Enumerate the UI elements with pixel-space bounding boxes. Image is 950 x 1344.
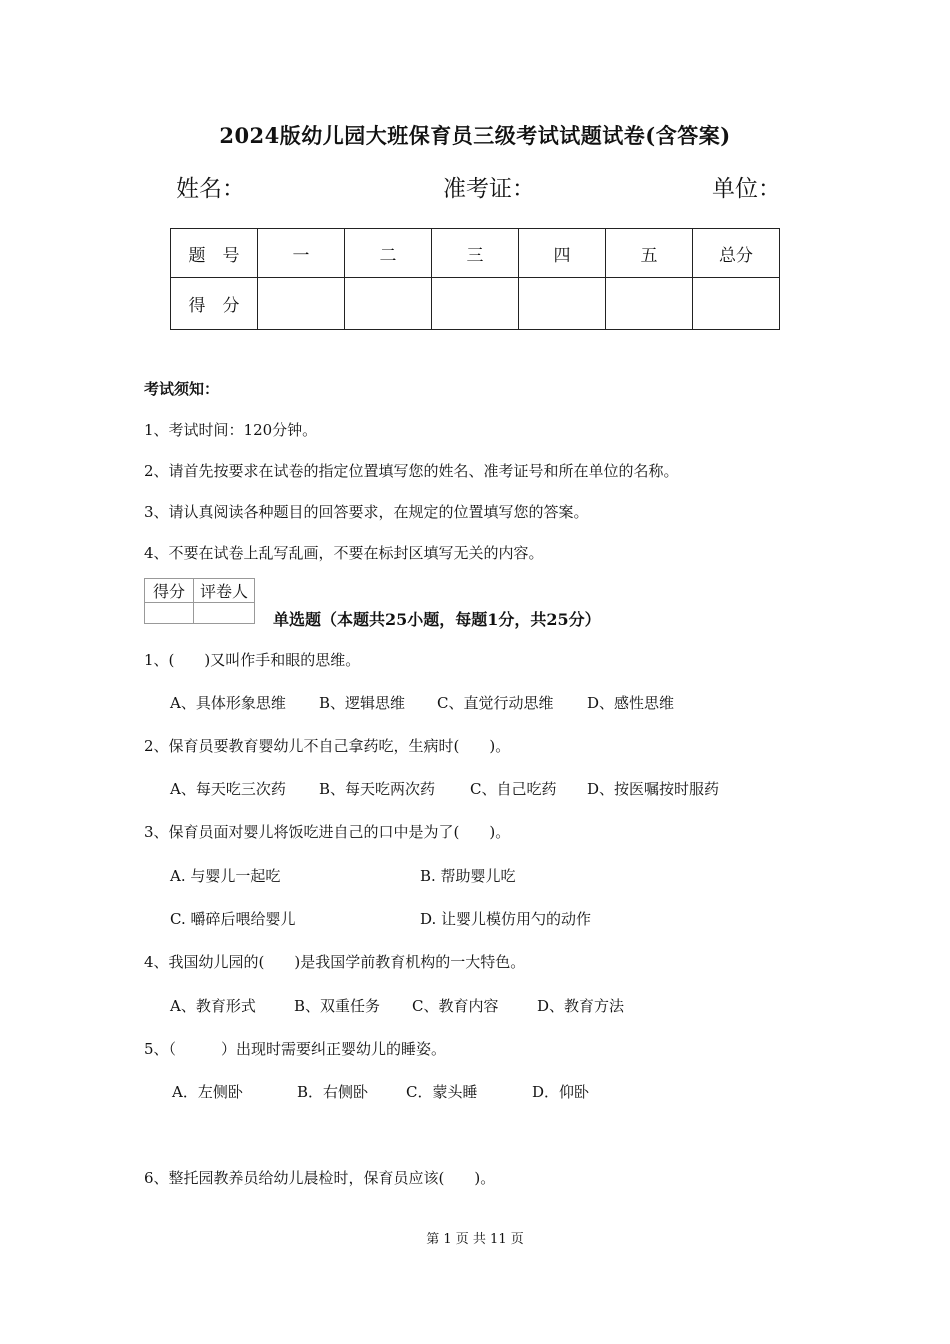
question-text: 2、保育员要教育婴幼儿不自己拿药吃，生病时( )。 xyxy=(144,737,511,755)
unit-label: 单位： xyxy=(712,176,781,202)
option: D. 让婴儿模仿用勺的动作 xyxy=(420,910,592,928)
option: A、教育形式 xyxy=(170,997,256,1015)
notice-item: 1、考试时间：120分钟。 xyxy=(144,421,318,439)
header-cell-total: 总分 xyxy=(693,229,780,278)
score-cell-1 xyxy=(258,278,345,330)
option: D、教育方法 xyxy=(537,997,625,1015)
exam-number-label: 准考证： xyxy=(443,176,535,202)
score-cell-total xyxy=(693,278,780,330)
option: D．仰卧 xyxy=(532,1083,590,1101)
question-text: 6、整托园教养员给幼儿晨检时，保育员应该( )。 xyxy=(144,1169,496,1187)
option: C、教育内容 xyxy=(412,997,499,1015)
option: A．左侧卧 xyxy=(172,1083,243,1101)
option: C、直觉行动思维 xyxy=(437,694,554,712)
option: C. 嚼碎后喂给婴儿 xyxy=(170,910,296,928)
score-table-score-row xyxy=(171,278,780,330)
option: B、双重任务 xyxy=(294,997,381,1015)
question-text: 4、我国幼儿园的( )是我国学前教育机构的一大特色。 xyxy=(144,953,526,971)
notice-heading: 考试须知： xyxy=(144,380,220,398)
grader-box xyxy=(144,578,255,624)
option: A、每天吃三次药 xyxy=(170,780,286,798)
grader-box-score-label: 得分 xyxy=(145,579,194,603)
score-cell-5 xyxy=(606,278,693,330)
grader-box-grader-label: 评卷人 xyxy=(194,579,255,603)
page-title: 2024版幼儿园大班保育员三级考试试题试卷(含答案) xyxy=(219,123,731,148)
question-text: 3、保育员面对婴儿将饭吃进自己的口中是为了( )。 xyxy=(144,823,511,841)
grader-box-score-cell xyxy=(145,603,194,624)
option: D、感性思维 xyxy=(587,694,675,712)
notice-item: 2、请首先按要求在试卷的指定位置填写您的姓名、准考证号和所在单位的名称。 xyxy=(144,462,679,480)
header-cell-5: 五 xyxy=(606,229,693,278)
option: D、按医嘱按时服药 xyxy=(587,780,720,798)
option: A. 与婴儿一起吃 xyxy=(170,867,281,885)
grader-box-grader-cell xyxy=(194,603,255,624)
section-title: 单选题（本题共25小题，每题1分，共25分） xyxy=(273,610,601,629)
header-cell-4: 四 xyxy=(519,229,606,278)
option: B、逻辑思维 xyxy=(319,694,406,712)
option: B. 帮助婴儿吃 xyxy=(420,867,516,885)
name-label: 姓名： xyxy=(176,176,245,202)
question-text: 5、（ ）出现时需要纠正婴幼儿的睡姿。 xyxy=(144,1040,447,1058)
page-footer: 第 1 页 共 11 页 xyxy=(426,1232,524,1247)
option: C．蒙头睡 xyxy=(406,1083,478,1101)
score-table xyxy=(170,228,780,330)
score-row-label: 得 分 xyxy=(171,278,258,330)
option: A、具体形象思维 xyxy=(170,694,286,712)
notice-item: 4、不要在试卷上乱写乱画，不要在标封区填写无关的内容。 xyxy=(144,544,544,562)
score-cell-4 xyxy=(519,278,606,330)
notice-item: 3、请认真阅读各种题目的回答要求，在规定的位置填写您的答案。 xyxy=(144,503,589,521)
option: C、自己吃药 xyxy=(470,780,557,798)
header-cell-label: 题 号 xyxy=(171,229,258,278)
score-table-header-row xyxy=(171,229,780,278)
header-cell-1: 一 xyxy=(258,229,345,278)
header-cell-2: 二 xyxy=(345,229,432,278)
score-cell-2 xyxy=(345,278,432,330)
option: B．右侧卧 xyxy=(297,1083,369,1101)
header-cell-3: 三 xyxy=(432,229,519,278)
score-cell-3 xyxy=(432,278,519,330)
question-text: 1、( )又叫作手和眼的思维。 xyxy=(144,651,361,669)
option: B、每天吃两次药 xyxy=(319,780,436,798)
